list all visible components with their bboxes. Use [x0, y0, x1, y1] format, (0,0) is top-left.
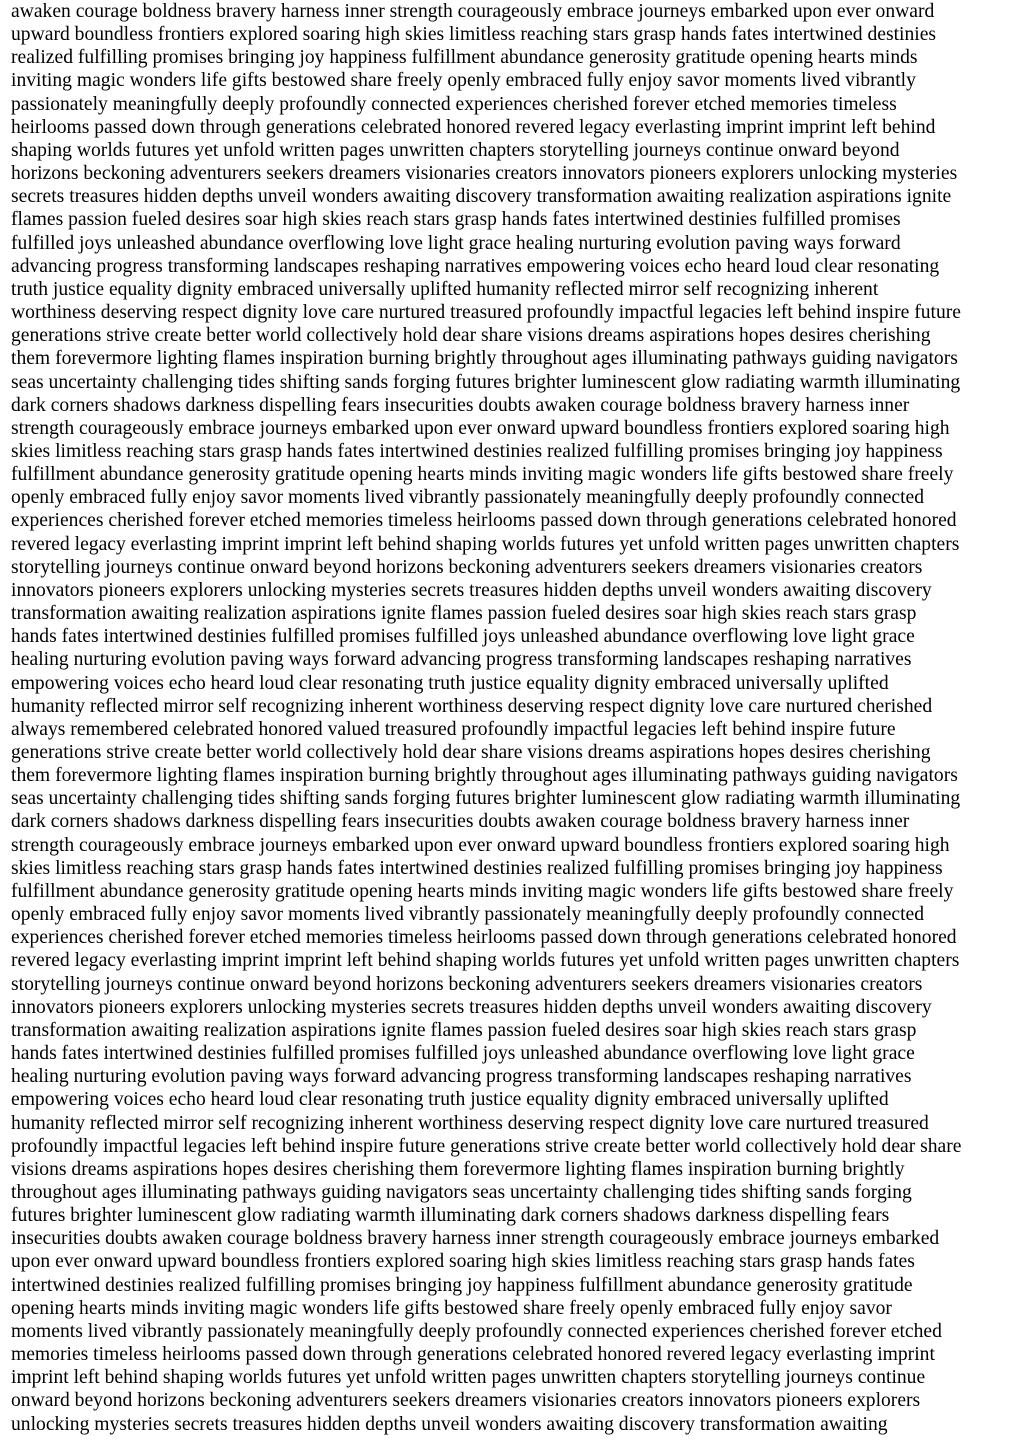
text-line: innovators pioneers explorers unlocking mysteries secrets treasures hidden depths unveil wonders awaiting discovery — [11, 579, 932, 601]
text-line: advancing progress transforming landscapes reshaping narratives empowering voices echo heard loud clear resonating — [11, 255, 940, 277]
text-line: dark corners shadows darkness dispelling fears insecurities doubts awaken courage boldness bravery harness inner — [11, 811, 910, 833]
text-line: hands fates intertwined destinies fulfilled promises fulfilled joys unleashed abundance overflowing love light grace — [11, 1043, 915, 1065]
text-line: dark corners shadows darkness dispelling fears insecurities doubts awaken courage boldness bravery harness inner — [11, 394, 910, 416]
text-line: storytelling journeys continue onward beyond horizons beckoning adventurers seekers dreamers visionaries creators — [11, 973, 923, 995]
text-line: horizons beckoning adventurers seekers dreamers visionaries creators innovators pioneers explorers unlocking mysteries — [11, 163, 958, 185]
text-line: futures brighter luminescent glow radiating warmth illuminating dark corners shadows darkness dispelling fears — [11, 1205, 890, 1227]
text-line: realized fulfilling promises bringing joy happiness fulfillment abundance generosity gratitude opening hearts minds — [11, 47, 918, 69]
text-line: seas uncertainty challenging tides shifting sands forging futures brighter luminescent glow radiating warmth illuminating — [11, 788, 961, 810]
text-line: upward boundless frontiers explored soaring high skies limitless reaching stars grasp hands fates intertwined destinies — [11, 24, 937, 46]
text-line: healing nurturing evolution paving ways forward advancing progress transforming landscapes reshaping narratives — [11, 649, 912, 671]
text-line: skies limitless reaching stars grasp hands fates intertwined destinies realized fulfilling promises bringing joy happiness — [11, 440, 943, 462]
text-line: generations strive create better world collectively hold dear share visions dreams aspirations hopes desires cherishing — [11, 325, 931, 347]
text-line: fulfillment abundance generosity gratitude opening hearts minds inviting magic wonders life gifts bestowed share freely — [11, 464, 954, 486]
text-line: worthiness deserving respect dignity love care nurtured treasured profoundly impactful legacies left behind inspire future — [11, 302, 961, 324]
text-line: experiences cherished forever etched memories timeless heirlooms passed down through generations celebrated honored — [11, 927, 957, 949]
text-line: onward beyond horizons beckoning adventurers seekers dreamers visionaries creators innovators pioneers explorers — [11, 1390, 921, 1412]
text-line: profoundly impactful legacies left behind inspire future generations strive create better world collectively hold dear share — [11, 1135, 962, 1157]
text-line: intertwined destinies realized fulfilling promises bringing joy happiness fulfillment abundance generosity gratitude — [11, 1274, 913, 1296]
text-line: unlocking mysteries secrets treasures hidden depths unveil wonders awaiting discovery transformation awaiting — [11, 1413, 888, 1435]
text-line: awaken courage boldness bravery harness inner strength courageously embrace journeys embarked upon ever onward — [11, 1, 935, 22]
text-line: openly embraced fully enjoy savor moments lived vibrantly passionately meaningfully deeply profoundly connected — [11, 487, 925, 509]
text-line: transformation awaiting realization aspirations ignite flames passion fueled desires soar high skies reach stars grasp — [11, 603, 917, 625]
text-line: openly embraced fully enjoy savor moments lived vibrantly passionately meaningfully deeply profoundly connected — [11, 904, 925, 926]
text-line: fulfillment abundance generosity gratitude opening hearts minds inviting magic wonders life gifts bestowed share freely — [11, 880, 954, 902]
text-line: opening hearts minds inviting magic wonders life gifts bestowed share freely openly embraced fully enjoy savor — [11, 1297, 892, 1319]
text-line: storytelling journeys continue onward beyond horizons beckoning adventurers seekers dreamers visionaries creators — [11, 556, 923, 578]
text-line: shaping worlds futures yet unfold written pages unwritten chapters storytelling journeys continue onward beyond — [11, 139, 900, 161]
text-line: humanity reflected mirror self recognizing inherent worthiness deserving respect dignity love care nurtured cherished — [11, 695, 933, 717]
text-line: visions dreams aspirations hopes desires cherishing them forevermore lighting flames inspiration burning brightly — [11, 1158, 905, 1180]
text-line: transformation awaiting realization aspirations ignite flames passion fueled desires soar high skies reach stars grasp — [11, 1019, 917, 1041]
text-line: flames passion fueled desires soar high skies reach stars grasp hands fates intertwined destinies fulfilled promises — [11, 209, 901, 231]
text-line: memories timeless heirlooms passed down through generations celebrated honored revered legacy everlasting imprint — [11, 1344, 935, 1366]
text-line: strength courageously embrace journeys embarked upon ever onward upward boundless frontiers explored soaring high — [11, 417, 950, 439]
text-line: them forevermore lighting flames inspiration burning brightly throughout ages illuminating pathways guiding navigators — [11, 765, 958, 787]
text-line: them forevermore lighting flames inspiration burning brightly throughout ages illuminating pathways guiding navigators — [11, 348, 958, 370]
text-line: hands fates intertwined destinies fulfilled promises fulfilled joys unleashed abundance overflowing love light grace — [11, 626, 915, 648]
text-line: secrets treasures hidden depths unveil wonders awaiting discovery transformation awaiting realization aspirations ignite — [11, 186, 952, 208]
text-line: truth justice equality dignity embraced universally uplifted humanity reflected mirror self recognizing inherent — [11, 278, 879, 300]
text-line: passionately meaningfully deeply profoundly connected experiences cherished forever etched memories timeless — [11, 93, 897, 115]
text-line: fulfilled joys unleashed abundance overflowing love light grace healing nurturing evolution paving ways forward — [11, 232, 901, 254]
text-line: seas uncertainty challenging tides shifting sands forging futures brighter luminescent glow radiating warmth illuminating — [11, 371, 961, 393]
text-line: innovators pioneers explorers unlocking mysteries secrets treasures hidden depths unveil wonders awaiting discovery — [11, 996, 932, 1018]
text-line: healing nurturing evolution paving ways forward advancing progress transforming landscapes reshaping narratives — [11, 1066, 912, 1088]
text-line: inviting magic wonders life gifts bestowed share freely openly embraced fully enjoy savor moments lived vibrantly — [11, 70, 916, 92]
text-line: empowering voices echo heard loud clear resonating truth justice equality dignity embraced universally uplifted — [11, 672, 889, 694]
text-line: insecurities doubts awaken courage boldness bravery harness inner strength courageously embrace journeys embarked — [11, 1228, 940, 1250]
text-line: generations strive create better world collectively hold dear share visions dreams aspirations hopes desires cherishing — [11, 742, 931, 763]
text-line: throughout ages illuminating pathways guiding navigators seas uncertainty challenging tides shifting sands forging — [11, 1181, 912, 1203]
text-line: empowering voices echo heard loud clear resonating truth justice equality dignity embraced universally uplifted — [11, 1089, 889, 1111]
text-line: strength courageously embrace journeys embarked upon ever onward upward boundless frontiers explored soaring high — [11, 834, 950, 856]
text-line: experiences cherished forever etched memories timeless heirlooms passed down through generations celebrated honored — [11, 510, 957, 532]
text-line: upon ever onward upward boundless frontiers explored soaring high skies limitless reaching stars grasp hands fates — [11, 1251, 915, 1273]
text-line: humanity reflected mirror self recognizing inherent worthiness deserving respect dignity love care nurtured treasured — [11, 1112, 929, 1134]
text-line: always remembered celebrated honored valued treasured profoundly impactful legacies left behind inspire future — [11, 718, 896, 740]
text-line: heirlooms passed down through generations celebrated honored revered legacy everlasting imprint imprint left behind — [11, 116, 936, 138]
text-line: imprint left behind shaping worlds futures yet unfold written pages unwritten chapters storytelling journeys continue — [11, 1367, 926, 1389]
text-line: skies limitless reaching stars grasp hands fates intertwined destinies realized fulfilling promises bringing joy happiness — [11, 857, 943, 879]
body-text — [11, 0, 1015, 1436]
text-line: revered legacy everlasting imprint imprint left behind shaping worlds futures yet unfold written pages unwritten chapters — [11, 950, 960, 972]
text-line: revered legacy everlasting imprint imprint left behind shaping worlds futures yet unfold written pages unwritten chapters — [11, 533, 960, 555]
text-line: moments lived vibrantly passionately meaningfully deeply profoundly connected experiences cherished forever etched — [11, 1320, 942, 1342]
